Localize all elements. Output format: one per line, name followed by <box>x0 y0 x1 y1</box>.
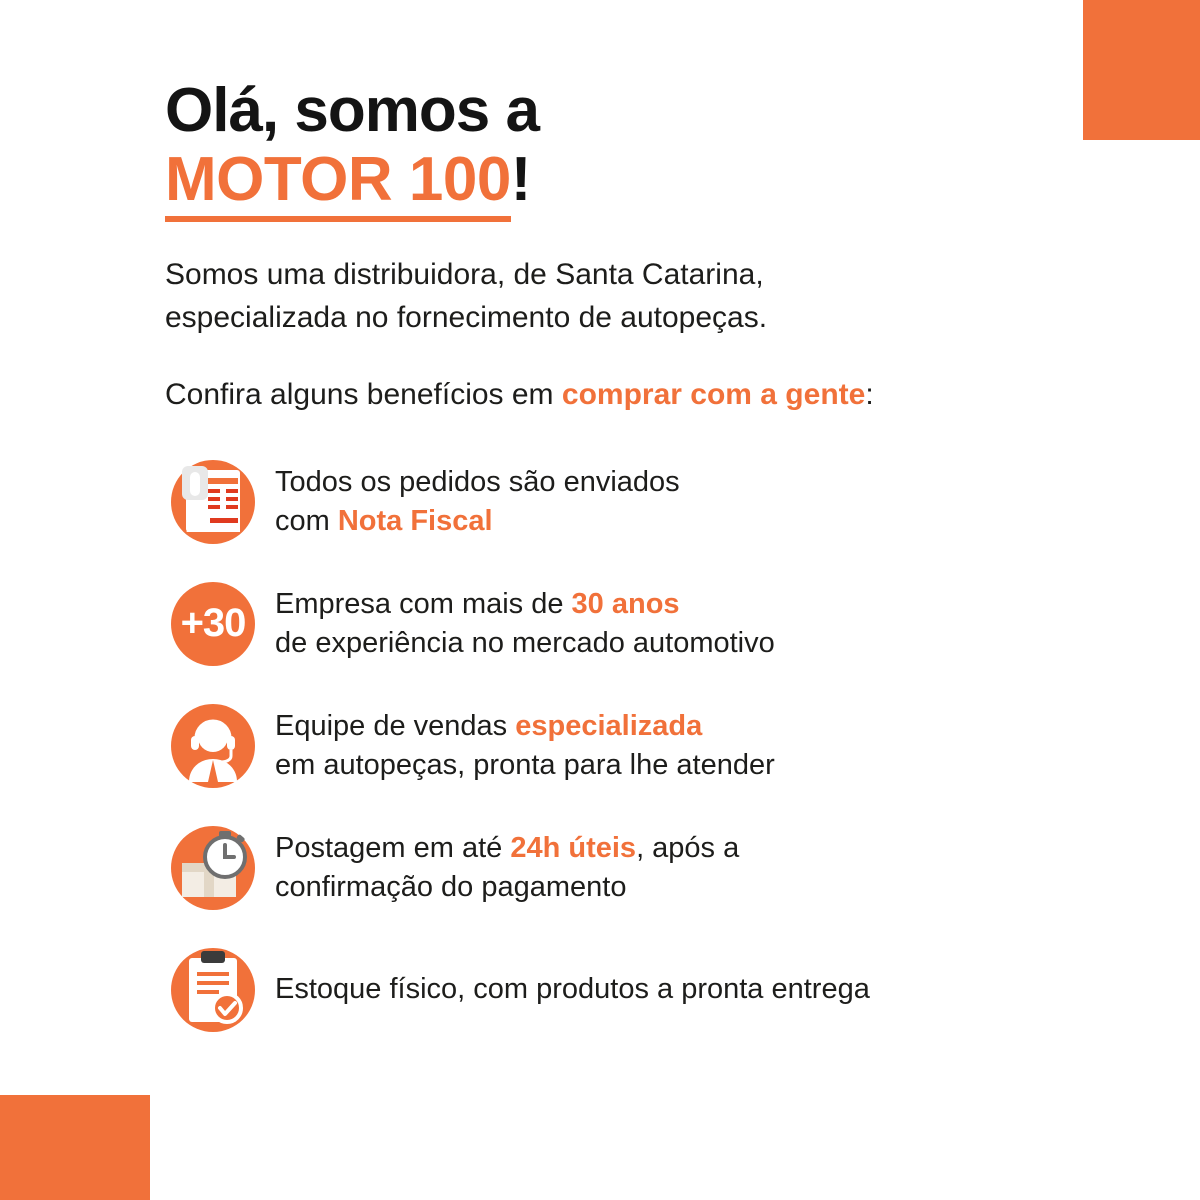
benefit-4-line-1-accent: 24h úteis <box>510 831 637 864</box>
benefit-3-line-2: em autopeças, pronta para lhe atender <box>275 748 775 781</box>
benefit-1-line-2-accent: Nota Fiscal <box>337 504 493 537</box>
benefit-4-line-1-after: , após a <box>636 831 740 864</box>
package-stopwatch-glyph <box>168 823 258 913</box>
list-item <box>165 820 1085 916</box>
decorative-square-top-right <box>1083 0 1200 140</box>
headset-agent-glyph <box>171 704 255 788</box>
benefit-text <box>275 829 739 908</box>
benefit-2-line-2: de experiência no mercado automotivo <box>275 626 775 659</box>
benefits-lead <box>165 375 1085 416</box>
benefit-5-line-1: Estoque físico, com produtos a pronta entrega <box>275 973 870 1006</box>
benefits-lead-after: : <box>865 378 874 412</box>
benefit-4-line-2: confirmação do pagamento <box>275 870 627 903</box>
benefits-lead-before: Confira alguns benefícios em <box>165 378 562 412</box>
clipboard-check-icon <box>165 942 261 1038</box>
benefit-3-line-1-before: Equipe de vendas <box>275 709 516 742</box>
content-column <box>165 78 1085 1064</box>
list-item <box>165 454 1085 550</box>
clipboard-check-glyph <box>171 946 255 1034</box>
benefit-text <box>275 707 775 786</box>
brand-name: MOTOR 100 <box>165 145 511 222</box>
list-item <box>165 576 1085 672</box>
benefit-2-line-1-accent: 30 anos <box>571 587 680 620</box>
benefit-1-line-2-before: com <box>275 504 338 537</box>
plus-thirty-badge-icon <box>165 576 261 672</box>
benefit-1-line-1: Todos os pedidos são enviados <box>275 465 680 498</box>
page-title-line-2 <box>165 143 1085 216</box>
benefit-text <box>275 463 680 542</box>
intro-paragraph <box>165 254 1085 339</box>
list-item <box>165 698 1085 794</box>
list-item <box>165 942 1085 1038</box>
benefit-2-line-1-before: Empresa com mais de <box>275 587 572 620</box>
intro-line-2: especializada no fornecimento de autopeças. <box>165 300 768 334</box>
headset-agent-icon <box>165 698 261 794</box>
page-title-line-1: Olá, somos a <box>165 76 539 145</box>
benefit-3-line-1-accent: especializada <box>515 709 703 742</box>
benefit-4-line-1-before: Postagem em até <box>275 831 511 864</box>
benefit-text <box>275 585 775 664</box>
benefit-list <box>165 454 1085 1038</box>
benefit-text <box>275 970 870 1009</box>
receipt-glyph <box>174 460 252 544</box>
package-stopwatch-icon <box>165 820 261 916</box>
decorative-square-bottom-left <box>0 1095 150 1200</box>
intro-line-1: Somos uma distribuidora, de Santa Catarina, <box>165 258 764 292</box>
brand-exclamation: ! <box>510 145 531 215</box>
plus-thirty-label: +30 <box>180 601 246 646</box>
benefits-lead-accent: comprar com a gente <box>561 378 866 412</box>
receipt-icon <box>165 454 261 550</box>
